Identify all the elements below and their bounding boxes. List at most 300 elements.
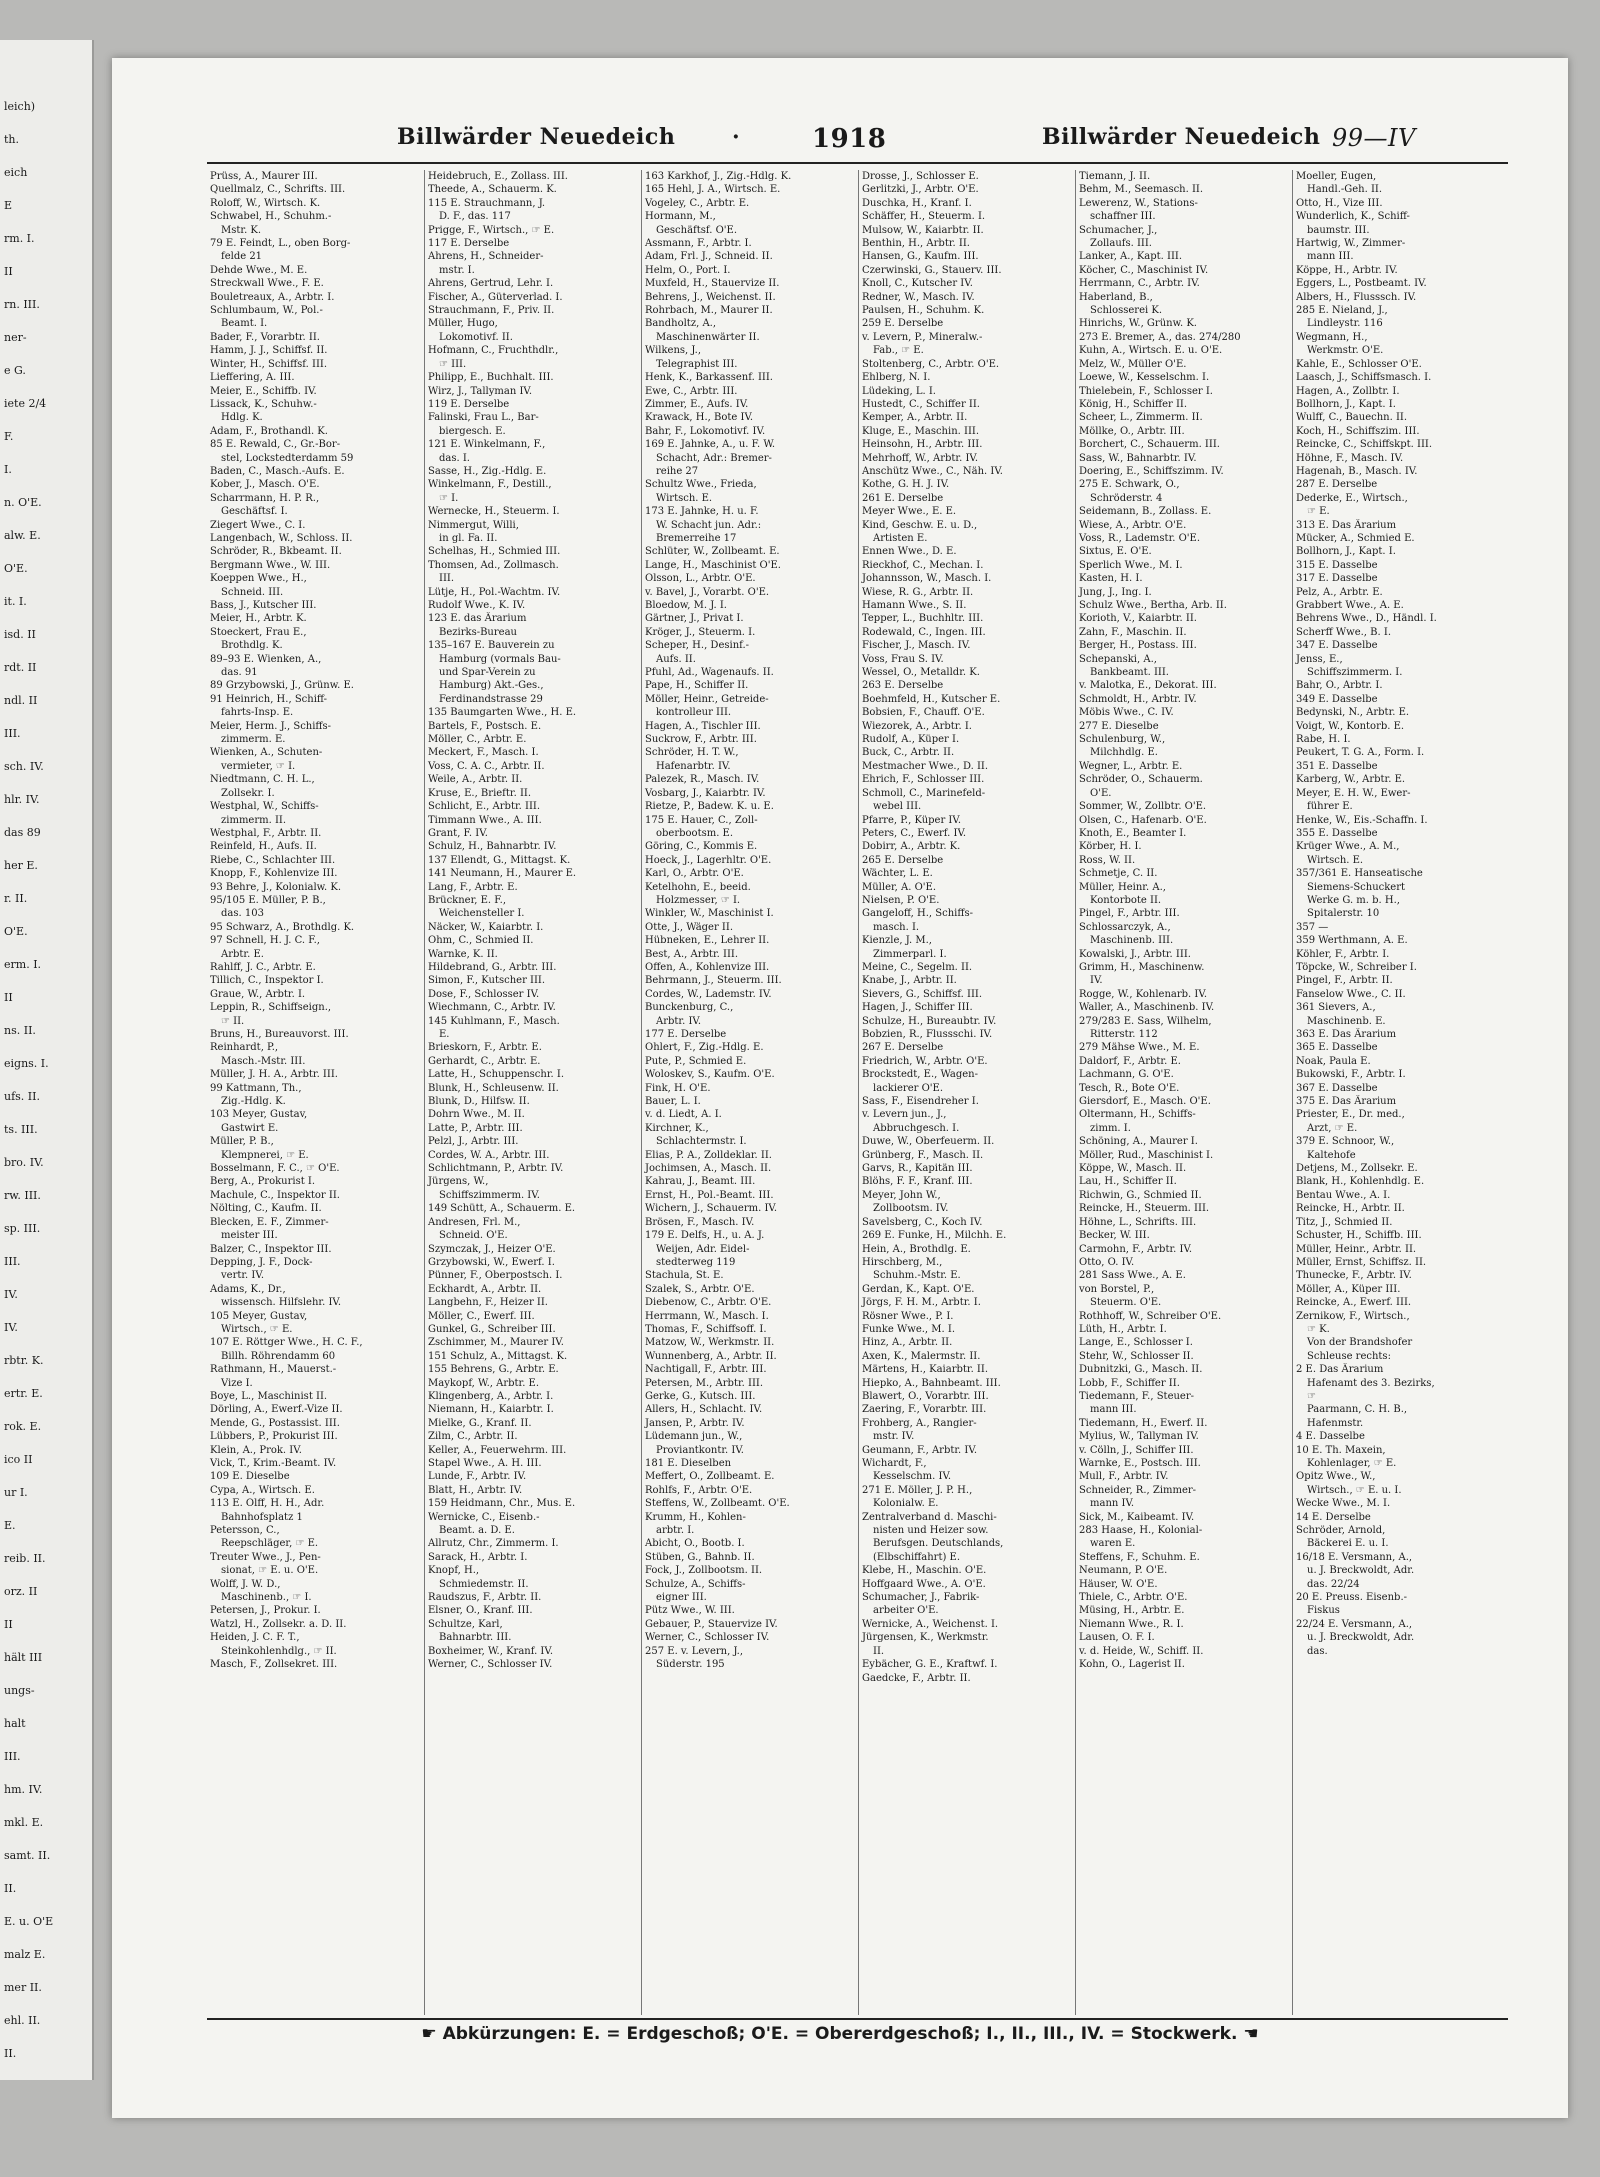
directory-entry: Rabe, H. I.	[1296, 734, 1351, 746]
directory-entry: Szymczak, J., Heizer O'E.	[428, 1243, 556, 1255]
directory-entry: D. F., das. 117	[439, 211, 511, 223]
directory-entry: mann III.	[1307, 251, 1354, 263]
fragment-text: mkl. E.	[4, 1816, 44, 1829]
directory-entry: Sarack, H., Arbtr. I.	[428, 1551, 528, 1563]
directory-entry: von Borstel, P.,	[1079, 1283, 1155, 1295]
directory-entry: ☞ III.	[439, 358, 467, 370]
year: 1918	[812, 124, 887, 154]
directory-entry: Pute, P., Schmied E.	[645, 1055, 747, 1067]
directory-entry: 173 E. Jahnke, H. u. F.	[645, 506, 759, 518]
directory-entry: 315 E. Dasselbe	[1296, 559, 1378, 571]
directory-entry: Knopp, F., Kohlenvize III.	[210, 868, 338, 880]
abbreviations-legend: ☛ Abkürzungen: E. = Erdgeschoß; O'E. = Obererdgeschoß; I., II., III., IV. = Stockwerk. ☚	[421, 2024, 1259, 2044]
directory-entry: Dederke, E., Wirtsch.,	[1296, 492, 1408, 504]
directory-entry: Schacht, Adr.: Bremer-	[656, 452, 772, 464]
directory-entry: Jürgensen, K., Werkmstr.	[862, 1632, 989, 1644]
directory-entry: nisten und Heizer sow.	[873, 1525, 989, 1537]
directory-entry: Nachtigall, F., Arbtr. III.	[645, 1364, 767, 1376]
directory-entry: 283 Haase, H., Kolonial-	[1079, 1525, 1203, 1537]
directory-entry: Meier, E., Schiffb. IV.	[210, 385, 317, 397]
directory-entry: Pfarre, P., Küper IV.	[862, 814, 962, 826]
directory-entry: Eckhardt, A., Arbtr. II.	[428, 1283, 542, 1295]
directory-entry: Wiechmann, C., Arbtr. IV.	[428, 1002, 556, 1014]
directory-entry: v. Levern, P., Mineralw.-	[862, 331, 983, 343]
directory-entry: Schmiedemstr. II.	[439, 1578, 529, 1590]
directory-entry: Boehmfeld, H., Kutscher E.	[862, 693, 1001, 705]
directory-entry: Hamburg (vormals Bau-	[439, 653, 561, 665]
directory-entry: Kröger, J., Steuerm. I.	[645, 626, 756, 638]
directory-entry: 95/105 E. Müller, P. B.,	[210, 894, 326, 906]
directory-entry: Richwin, G., Schmied II.	[1079, 1189, 1202, 1201]
directory-entry: Meier, Herm. J., Schiffs-	[210, 720, 332, 732]
directory-entry: Müller, A. O'E.	[862, 881, 937, 893]
directory-entry: Schröder, H. T. W.,	[645, 747, 739, 759]
directory-entry: Wessel, O., Metalldr. K.	[862, 667, 980, 679]
directory-entry: Scheper, H., Desinf.-	[645, 640, 750, 652]
directory-entry: Nimmergut, Willi,	[428, 519, 519, 531]
directory-entry: Peukert, T. G. A., Form. I.	[1296, 747, 1425, 759]
directory-entry: Voss, Frau S. IV.	[862, 653, 944, 665]
fragment-text: malz E.	[4, 1948, 46, 1961]
directory-entry: Köppe, W., Masch. II.	[1079, 1163, 1187, 1175]
directory-entry: Lütje, H., Pol.-Wachtm. IV.	[428, 586, 561, 598]
directory-entry: Suckrow, F., Arbtr. III.	[645, 734, 757, 746]
directory-entry: Timmann Wwe., A. III.	[428, 814, 542, 826]
directory-entry: Reinfeld, H., Aufs. II.	[210, 841, 317, 853]
directory-entry: Grzybowski, W., Ewerf. I.	[428, 1256, 555, 1268]
directory-entry: Carmohn, F., Arbtr. IV.	[1079, 1243, 1193, 1255]
fragment-text: sp. III.	[4, 1222, 41, 1235]
directory-entry: ☞ E.	[1307, 506, 1330, 518]
directory-entry: 355 E. Dasselbe	[1296, 827, 1378, 839]
directory-entry: 349 E. Dasselbe	[1296, 693, 1378, 705]
directory-entry: Maschinenb. E.	[1307, 1015, 1386, 1027]
directory-entry: Daldorf, F., Arbtr. E.	[1079, 1055, 1181, 1067]
directory-entry: Möller, C., Ewerf. III.	[428, 1310, 535, 1322]
directory-entry: Wunnenberg, A., Arbtr. II.	[645, 1350, 777, 1362]
directory-entry: Spitalerstr. 10	[1307, 908, 1380, 920]
directory-entry: Werner, C., Schlosser IV.	[645, 1632, 770, 1644]
directory-entry: Bedynski, N., Arbtr. E.	[1296, 707, 1410, 719]
directory-entry: Mylius, W., Tallyman IV.	[1079, 1431, 1199, 1443]
directory-entry: Fab., ☞ E.	[873, 345, 924, 357]
directory-entry: Bahnhofsplatz 1	[221, 1511, 303, 1523]
directory-entry: Geschäftsf. O'E.	[656, 224, 738, 236]
directory-entry: Axen, K., Malermstr. II.	[862, 1350, 981, 1362]
directory-entry: Kind, Geschw. E. u. D.,	[862, 519, 978, 531]
directory-entry: Werkmstr. O'E.	[1307, 345, 1384, 357]
directory-entry: Sommer, W., Zollbtr. O'E.	[1079, 801, 1207, 813]
directory-entry: Otto, O. IV.	[1079, 1256, 1135, 1268]
directory-entry: Schöning, A., Maurer I.	[1079, 1136, 1198, 1148]
directory-entry: Tiemann, J. II.	[1079, 171, 1151, 182]
fragment-text: III.	[4, 1255, 21, 1268]
directory-entry: Süderstr. 195	[656, 1659, 725, 1671]
directory-entry: 181 E. Dieselben	[645, 1458, 732, 1469]
directory-entry: Knabe, J., Arbtr. II.	[862, 975, 957, 987]
directory-entry: Becker, W. III.	[1079, 1230, 1150, 1242]
directory-entry: Schröder, Arnold,	[1296, 1525, 1386, 1537]
directory-entry: 159 Heidmann, Chr., Mus. E.	[428, 1498, 576, 1510]
directory-entry: Riebe, C., Schlachter III.	[210, 854, 336, 866]
directory-entry: Gerdan, K., Kapt. O'E.	[862, 1283, 975, 1295]
directory-entry: Arbtr. E.	[221, 948, 264, 960]
directory-entry: u. J. Breckwoldt, Adr.	[1307, 1632, 1415, 1644]
directory-entry: Bentau Wwe., A. I.	[1296, 1189, 1391, 1201]
directory-entry: mann IV.	[1090, 1498, 1135, 1510]
directory-entry: III.	[439, 573, 455, 585]
directory-entry: Pingel, F., Arbtr. II.	[1296, 975, 1393, 987]
directory-entry: Möller, A., Küper III.	[1296, 1283, 1401, 1295]
directory-entry: Hansen, G., Kaufm. III.	[862, 251, 979, 263]
directory-entry: Funke Wwe., M. I.	[862, 1323, 955, 1335]
directory-entry: Von der Brandshofer	[1307, 1337, 1413, 1349]
directory-entry: Hein, A., Brothdlg. E.	[862, 1243, 971, 1255]
directory-entry: Kienzle, J. M.,	[862, 935, 932, 947]
fragment-text: hm. IV.	[4, 1783, 43, 1796]
directory-entry: Schulz Wwe., Bertha, Arb. II.	[1079, 600, 1227, 611]
directory-entry: 351 E. Dasselbe	[1296, 760, 1378, 772]
directory-entry: Duschka, H., Kranf. I.	[862, 197, 972, 209]
directory-entry: Maykopf, W., Arbtr. E.	[428, 1377, 540, 1389]
directory-entry: Jochimsen, A., Masch. II.	[645, 1163, 772, 1175]
directory-entry: Göring, C., Kommis E.	[645, 841, 758, 853]
directory-entry: Gangeloff, H., Schiffs-	[862, 908, 973, 920]
directory-entry: Vize I.	[221, 1377, 253, 1389]
directory-entry: Schlüter, W., Zollbeamt. E.	[645, 546, 780, 558]
fragment-text: IV.	[4, 1288, 18, 1301]
directory-entry: Otte, J., Wäger II.	[645, 921, 734, 933]
directory-entry: Niemann Wwe., R. I.	[1079, 1618, 1184, 1630]
directory-entry: Thunecke, F., Arbtr. IV.	[1296, 1270, 1412, 1282]
directory-entry: Warnke, K. II.	[428, 948, 498, 960]
directory-entry: Knoll, C., Kutscher IV.	[862, 278, 973, 290]
directory-entry: Eybächer, G. E., Kraftwf. I.	[862, 1659, 998, 1671]
directory-entry: Rohlfs, F., Arbtr. O'E.	[645, 1484, 753, 1496]
directory-entry: Boye, L., Maschinist II.	[210, 1390, 328, 1402]
directory-entry: 16/18 E. Versmann, A.,	[1296, 1551, 1413, 1563]
directory-entry: Depping, J. F., Dock-	[210, 1256, 313, 1268]
directory-entry: Holzmesser, ☞ I.	[656, 894, 741, 906]
directory-entry: Bunckenburg, C.,	[645, 1002, 734, 1014]
directory-entry: Wirtsch. E.	[656, 492, 713, 504]
directory-entry: Paarmann, C. H. B.,	[1307, 1404, 1408, 1416]
directory-entry: Thielebein, F., Schlosser I.	[1079, 385, 1213, 397]
directory-entry: Strauchmann, F., Priv. II.	[428, 305, 555, 317]
directory-entry: Oltermann, H., Schiffs-	[1079, 1109, 1196, 1121]
directory-entry: Kemper, A., Arbtr. II.	[862, 412, 968, 424]
directory-entry: Müller, J. H. A., Arbtr. III.	[210, 1069, 338, 1081]
directory-entry: Winter, H., Schiffsf. III.	[210, 358, 328, 370]
directory-entry: Schäffer, H., Steuerm. I.	[862, 211, 986, 223]
directory-entry: Bäckerei E. u. I.	[1307, 1538, 1389, 1550]
directory-entry: Schulze, A., Schiffs-	[645, 1578, 746, 1590]
directory-entry: Best, A., Arbtr. III.	[645, 948, 739, 960]
directory-entry: Sick, M., Kaibeamt. IV.	[1079, 1511, 1195, 1523]
directory-entry: Blank, H., Kohlenhdlg. E.	[1296, 1176, 1425, 1188]
directory-entry: Voss, R., Lademstr. O'E.	[1079, 532, 1201, 544]
directory-entry: Hinrichs, W., Grünw. K.	[1079, 318, 1197, 330]
directory-entry: Scharrmann, H. P. R.,	[210, 492, 320, 504]
directory-entry: stel, Lockstedterdamm 59	[221, 452, 354, 464]
directory-entry: Müsing, H., Arbtr. E.	[1079, 1605, 1185, 1617]
directory-entry: Wiese, A., Arbtr. O'E.	[1079, 519, 1187, 531]
directory-entry: Blatt, H., Arbtr. IV.	[428, 1484, 523, 1496]
directory-entry: Schulenburg, W.,	[1079, 734, 1166, 746]
directory-entry: Rudolf Wwe., K. IV.	[428, 600, 526, 611]
directory-entry: Abbruchgesch. I.	[873, 1122, 960, 1134]
directory-entry: Fiskus	[1307, 1605, 1340, 1617]
directory-entry: Dubnitzki, G., Masch. II.	[1079, 1364, 1203, 1376]
directory-entry: Näcker, W., Kaiarbtr. I.	[428, 921, 544, 933]
directory-entry: sionat, ☞ E. u. O'E.	[221, 1565, 319, 1577]
directory-entry: 257 E. v. Levern, J.,	[645, 1645, 744, 1657]
directory-entry: 179 E. Delfs, H., u. A. J.	[645, 1230, 765, 1242]
directory-entry: Kruse, E., Brieftr. II.	[428, 787, 532, 799]
directory-entry: 135–167 E. Bauverein zu	[428, 640, 555, 652]
directory-entry: Lunde, F., Arbtr. IV.	[428, 1471, 527, 1483]
directory-entry: Redner, W., Masch. IV.	[862, 291, 975, 303]
directory-entry: 97 Schnell, H. J. C. F.,	[210, 935, 320, 947]
directory-entry: Wichardt, F.,	[862, 1458, 927, 1469]
directory-entry: Olsson, L., Arbtr. O'E.	[645, 573, 756, 585]
directory-entry: Savelsberg, C., Koch IV.	[862, 1216, 983, 1228]
directory-entry: Sixtus, E. O'E.	[1079, 546, 1152, 558]
directory-entry: Handl.-Geh. II.	[1307, 184, 1383, 196]
directory-entry: Märtens, H., Kaiarbtr. II.	[862, 1364, 989, 1376]
directory-entry: Zollbootsm. IV.	[873, 1203, 949, 1215]
directory-entry: Schlichtmann, P., Arbtr. IV.	[428, 1163, 564, 1175]
directory-entry: Johannsson, W., Masch. I.	[862, 573, 992, 585]
fragment-text: II	[4, 265, 13, 278]
directory-entry: Rohrbach, M., Maurer II.	[645, 305, 773, 317]
directory-entry: Meckert, F., Masch. I.	[428, 747, 539, 759]
directory-entry: Kasten, H. I.	[1079, 573, 1143, 585]
fragment-text: her E.	[4, 859, 38, 872]
directory-entry: Szalek, S., Arbtr. O'E.	[645, 1283, 755, 1295]
directory-entry: Thomsen, Ad., Zollmasch.	[428, 559, 559, 571]
fragment-text: eigns. I.	[4, 1057, 49, 1070]
directory-entry: Lausen, O. F. I.	[1079, 1632, 1155, 1644]
column-4	[858, 170, 1057, 2015]
directory-entry: baumstr. III.	[1307, 224, 1370, 236]
directory-entry: Loewe, W., Kesselschm. I.	[1079, 372, 1210, 384]
directory-entry: Geumann, F., Arbtr. IV.	[862, 1444, 978, 1456]
directory-entry: Schuhm.-Mstr. E.	[873, 1270, 961, 1282]
directory-entry: Mücker, A., Schmied E.	[1296, 532, 1415, 544]
directory-entry: Pape, H., Schiffer II.	[645, 680, 749, 692]
directory-entry: 145 Kuhlmann, F., Masch.	[428, 1015, 560, 1027]
directory-entry: biergesch. E.	[439, 425, 506, 437]
directory-entry: Telegraphist III.	[656, 358, 738, 370]
directory-entry: Adam, Frl. J., Schneid. II.	[645, 251, 773, 263]
directory-entry: Bahnarbtr. III.	[439, 1632, 512, 1644]
directory-entry: Palezek, R., Masch. IV.	[645, 774, 760, 786]
directory-entry: 14 E. Derselbe	[1296, 1511, 1371, 1523]
directory-entry: Maschinenb. III.	[1090, 935, 1174, 947]
directory-entry: Ehlberg, N. I.	[862, 372, 931, 384]
directory-entry: Kolonialw. E.	[873, 1498, 939, 1510]
directory-entry: IV.	[1090, 975, 1103, 987]
directory-entry: Detjens, M., Zollsekr. E.	[1296, 1163, 1418, 1175]
directory-entry: Adam, F., Brothandl. K.	[210, 425, 328, 437]
directory-entry: Schiffszimmerm. IV.	[439, 1189, 540, 1201]
directory-entry: Behrens, J., Weichenst. II.	[645, 291, 776, 303]
directory-entry: Fock, J., Zollbootsm. II.	[645, 1565, 763, 1577]
directory-entry: Gerhardt, C., Arbtr. E.	[428, 1055, 541, 1067]
directory-entry: felde 21	[221, 251, 263, 263]
directory-entry: Schmetje, C. II.	[1079, 868, 1158, 880]
directory-entry: Bartels, F., Postsch. E.	[428, 720, 542, 732]
street-title-right: Billwärder Neuedeich	[1042, 124, 1321, 150]
directory-entry: Pelzl, J., Arbtr. III.	[428, 1136, 519, 1148]
directory-entry: Opitz Wwe., W.,	[1296, 1471, 1376, 1483]
directory-entry: König, H., Schiffer II.	[1079, 398, 1188, 410]
directory-entry: ☞	[1307, 1390, 1316, 1402]
directory-entry: Korioth, V., Kaiarbtr. II.	[1079, 613, 1197, 625]
directory-entry: Matzow, W., Werkmstr. II.	[645, 1337, 775, 1349]
directory-entry: Ahrens, H., Schneider-	[428, 251, 544, 263]
directory-entry: Hagen, A., Zollbtr. I.	[1296, 385, 1400, 397]
directory-entry: v. Cölln, J., Schiffer III.	[1079, 1444, 1194, 1456]
directory-entry: 365 E. Dasselbe	[1296, 1042, 1378, 1054]
directory-entry: reihe 27	[656, 465, 699, 477]
directory-entry: Baden, C., Masch.-Aufs. E.	[210, 465, 345, 477]
directory-entry: Wächter, L. E.	[862, 868, 933, 880]
fragment-text: II.	[4, 1882, 17, 1895]
directory-entry: 22/24 E. Versmann, A.,	[1296, 1618, 1413, 1630]
directory-entry: Vick, T., Krim.-Beamt. IV.	[210, 1458, 337, 1469]
directory-entry: Pfuhl, Ad., Wagenaufs. II.	[645, 667, 774, 679]
directory-entry: Zimmer, E., Aufs. IV.	[645, 398, 749, 410]
directory-entry: 2 E. Das Ärarium	[1296, 1364, 1384, 1376]
directory-entry: Schultz Wwe., Frieda,	[645, 479, 757, 491]
directory-entry: Lanker, A., Kapt. III.	[1079, 251, 1183, 263]
directory-entry: Maschinenb., ☞ I.	[221, 1592, 312, 1604]
fragment-text: orz. II	[4, 1585, 38, 1598]
fragment-text: ndl. II	[4, 694, 38, 707]
directory-entry: eigner III.	[656, 1592, 707, 1604]
directory-entry: Bader, F., Vorarbtr. II.	[210, 331, 320, 343]
directory-entry: Kirchner, K.,	[645, 1122, 709, 1134]
directory-entry: Artisten E.	[873, 532, 928, 544]
directory-entry: Schuster, H., Schiffb. III.	[1296, 1230, 1422, 1242]
directory-entry: Schlumbaum, W., Pol.-	[210, 305, 323, 317]
directory-entry: Cordes, W., Lademstr. IV.	[645, 988, 772, 1000]
fragment-text: it. I.	[4, 595, 27, 608]
fragment-text: I.	[4, 463, 12, 476]
page-number: 99—IV	[1332, 124, 1416, 152]
directory-entry: Melz, W., Müller O'E.	[1079, 358, 1187, 370]
directory-entry: stedterweg 119	[656, 1256, 736, 1268]
directory-entry: Bosselmann, F. C., ☞ O'E.	[210, 1163, 340, 1175]
directory-entry: Gerlitzki, J., Arbtr. O'E.	[862, 184, 979, 196]
directory-entry: Meyer, John W.,	[862, 1189, 941, 1201]
directory-entry: Petersen, M., Arbtr. III.	[645, 1377, 764, 1389]
directory-entry: (Elbschiffahrt) E.	[873, 1551, 961, 1563]
directory-entry: 141 Neumann, H., Maurer E.	[428, 868, 577, 880]
directory-entry: Berg, A., Prokurist I.	[210, 1176, 316, 1188]
directory-entry: Wilkens, J.,	[645, 345, 701, 357]
footer-rule	[207, 2018, 1508, 2020]
directory-entry: Schultze, Karl,	[428, 1618, 503, 1630]
directory-entry: Czerwinski, G., Stauerv. III.	[862, 264, 1002, 276]
directory-entry: Hoffgaard Wwe., A. O'E.	[862, 1578, 986, 1590]
directory-entry: Scheer, L., Zimmerm. II.	[1079, 412, 1203, 424]
directory-entry: Arzt, ☞ E.	[1307, 1122, 1358, 1134]
directory-entry: Hübneken, E., Lehrer II.	[645, 935, 770, 947]
directory-entry: Bollhorn, J., Kapt. I.	[1296, 398, 1396, 410]
directory-entry: Lieffering, A. III.	[210, 372, 295, 384]
directory-entry: Bruns, H., Bureauvorst. III.	[210, 1029, 349, 1040]
directory-entry: Sass, W., Bahnarbtr. IV.	[1079, 452, 1197, 464]
directory-entry: Zimmerparl. I.	[873, 948, 947, 960]
directory-entry: 375 E. Das Ärarium	[1296, 1096, 1397, 1108]
directory-entry: Töpcke, W., Schreiber I.	[1296, 961, 1417, 973]
directory-entry: 93 Behre, J., Kolonialw. K.	[210, 881, 342, 893]
directory-entry: Rudolf, A., Küper I.	[862, 734, 960, 746]
directory-entry: webel III.	[873, 801, 922, 813]
directory-entry: Mull, F., Arbtr. IV.	[1079, 1471, 1169, 1483]
fragment-text: ur I.	[4, 1486, 28, 1499]
directory-entry: Masch.-Mstr. III.	[221, 1055, 306, 1067]
directory-entry: 279/283 E. Sass, Wilhelm,	[1079, 1015, 1212, 1027]
header-rule	[207, 162, 1508, 164]
header-dot: ·	[732, 124, 741, 150]
directory-entry: Bankbeamt. III.	[1090, 667, 1169, 679]
directory-entry: Möller, C., Arbtr. E.	[428, 734, 527, 746]
directory-entry: v. d. Heide, W., Schiff. II.	[1079, 1645, 1204, 1657]
directory-entry: Scherff Wwe., B. I.	[1296, 626, 1391, 638]
directory-entry: Prigge, F., Wirtsch., ☞ E.	[428, 224, 555, 236]
directory-entry: Rieckhof, C., Mechan. I.	[862, 559, 984, 571]
directory-entry: 135 Baumgarten Wwe., H. E.	[428, 707, 577, 719]
directory-entry: Pingel, F., Arbtr. III.	[1079, 908, 1180, 920]
directory-entry: mstr. I.	[439, 264, 475, 276]
directory-entry: Steffens, F., Schuhm. E.	[1079, 1551, 1200, 1563]
directory-entry: führer E.	[1307, 801, 1353, 813]
directory-entry: kontrolleur III.	[656, 707, 732, 719]
directory-entry: Kohn, O., Lagerist II.	[1079, 1659, 1185, 1671]
directory-entry: Cordes, W. A., Arbtr. III.	[428, 1149, 550, 1161]
directory-entry: Theede, A., Schauerm. K.	[428, 184, 557, 196]
directory-entry: Bass, J., Kutscher III.	[210, 600, 317, 611]
directory-entry: Kesselschm. IV.	[873, 1471, 952, 1483]
directory-entry: Klebe, H., Maschin. O'E.	[862, 1565, 987, 1577]
directory-entry: 4 E. Dasselbe	[1296, 1431, 1365, 1443]
directory-entry: Karl, O., Arbtr. O'E.	[645, 868, 744, 880]
directory-entry: Kohlenlager, ☞ E.	[1307, 1458, 1397, 1469]
directory-entry: Vogeley, C., Arbtr. E.	[645, 197, 750, 209]
directory-entry: Müller, Ernst, Schiffsz. II.	[1296, 1256, 1427, 1268]
directory-entry: meister III.	[221, 1230, 278, 1242]
directory-entry: Jansen, P., Arbtr. IV.	[645, 1417, 745, 1429]
fragment-text: ner-	[4, 331, 27, 344]
directory-entry: 95 Schwarz, A., Brothdlg. K.	[210, 921, 355, 933]
directory-entry: Ohlert, F., Zig.-Hdlg. E.	[645, 1042, 764, 1054]
directory-entry: Meine, C., Segelm. II.	[862, 961, 973, 973]
directory-entry: Stehr, W., Schlosser II.	[1079, 1350, 1194, 1362]
directory-entry: Keller, A., Feuerwehrm. III.	[428, 1444, 567, 1456]
directory-entry: 89 Grzybowski, J., Grünw. E.	[210, 680, 354, 692]
fragment-text: das 89	[4, 826, 41, 839]
column-2	[424, 170, 623, 2015]
directory-entry: Arbtr. IV.	[656, 1015, 702, 1027]
fragment-text: iete 2/4	[4, 397, 47, 410]
fragment-text: II	[4, 1618, 13, 1631]
directory-entry: lackierer O'E.	[873, 1082, 944, 1094]
fragment-text: rn. III.	[4, 298, 40, 311]
